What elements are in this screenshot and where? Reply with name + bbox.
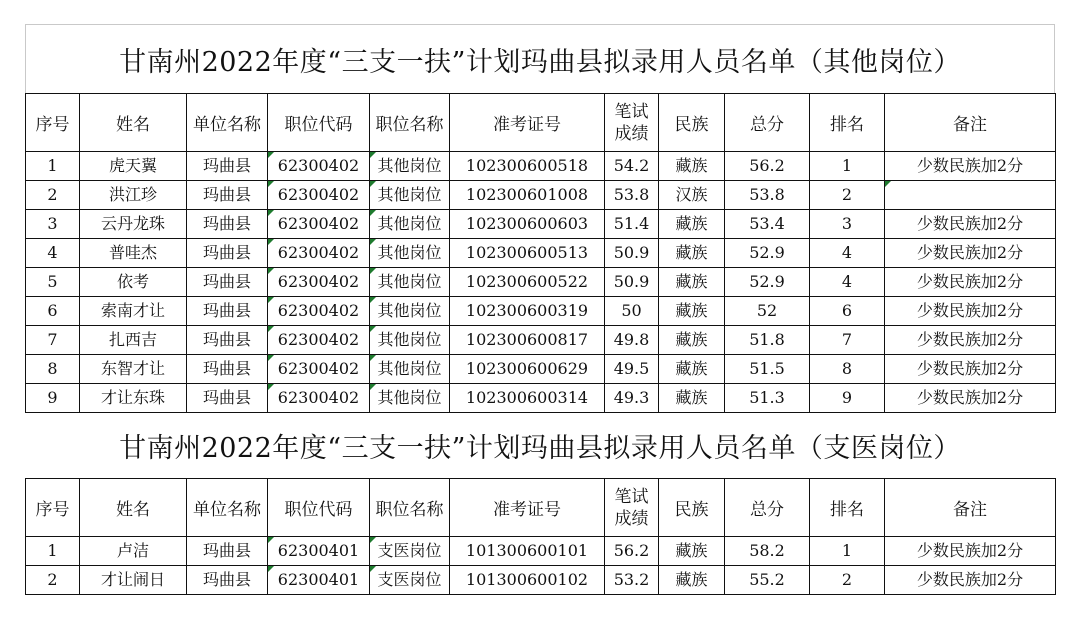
cell-position-code: 62300402	[268, 384, 370, 413]
cell-unit: 玛曲县	[187, 297, 268, 326]
table2-medical-positions	[25, 478, 1056, 595]
cell-seq: 2	[26, 566, 80, 595]
table-row	[26, 297, 1056, 326]
cell-position-code: 62300402	[268, 268, 370, 297]
header-remarks: 备注	[885, 94, 1056, 152]
cell-position-code: 62300402	[268, 355, 370, 384]
cell-ethnicity: 藏族	[659, 152, 725, 181]
cell-written-score: 53.8	[605, 181, 659, 210]
header-seq: 序号	[26, 94, 80, 152]
cell-total-score: 51.3	[725, 384, 810, 413]
cell-position-code: 62300402	[268, 152, 370, 181]
cell-total-score: 52.9	[725, 239, 810, 268]
cell-position-name: 其他岗位	[370, 355, 450, 384]
cell-seq: 9	[26, 384, 80, 413]
cell-ethnicity: 藏族	[659, 355, 725, 384]
cell-exam-id: 102300600314	[450, 384, 605, 413]
header-total-score: 总分	[725, 479, 810, 537]
table-row	[26, 566, 1056, 595]
table1-body	[26, 152, 1056, 413]
cell-position-code: 62300402	[268, 210, 370, 239]
cell-unit: 玛曲县	[187, 566, 268, 595]
cell-rank: 2	[810, 566, 885, 595]
cell-rank: 9	[810, 384, 885, 413]
cell-exam-id: 102300600319	[450, 297, 605, 326]
cell-total-score: 56.2	[725, 152, 810, 181]
cell-name: 索南才让	[80, 297, 187, 326]
cell-name: 扎西吉	[80, 326, 187, 355]
cell-rank: 4	[810, 268, 885, 297]
cell-name: 云丹龙珠	[80, 210, 187, 239]
cell-position-code: 62300402	[268, 297, 370, 326]
cell-exam-id: 102300600629	[450, 355, 605, 384]
cell-position-code: 62300401	[268, 566, 370, 595]
cell-written-score: 53.2	[605, 566, 659, 595]
cell-position-name: 其他岗位	[370, 384, 450, 413]
cell-seq: 1	[26, 537, 80, 566]
table1-header-row	[26, 94, 1056, 152]
header-unit: 单位名称	[187, 94, 268, 152]
cell-ethnicity: 汉族	[659, 181, 725, 210]
header-name: 姓名	[80, 94, 187, 152]
cell-total-score: 52.9	[725, 268, 810, 297]
cell-exam-id: 102300600513	[450, 239, 605, 268]
cell-ethnicity: 藏族	[659, 297, 725, 326]
header-ethnicity: 民族	[659, 479, 725, 537]
cell-total-score: 53.8	[725, 181, 810, 210]
cell-unit: 玛曲县	[187, 326, 268, 355]
table2-title: 甘南州2022年度“三支一扶”计划玛曲县拟录用人员名单（支医岗位）	[119, 433, 961, 464]
table-row	[26, 537, 1056, 566]
cell-seq: 3	[26, 210, 80, 239]
cell-seq: 8	[26, 355, 80, 384]
cell-ethnicity: 藏族	[659, 384, 725, 413]
table-row	[26, 181, 1056, 210]
cell-name: 普哇杰	[80, 239, 187, 268]
cell-rank: 1	[810, 537, 885, 566]
cell-unit: 玛曲县	[187, 355, 268, 384]
cell-unit: 玛曲县	[187, 181, 268, 210]
cell-remarks: 少数民族加2分	[885, 566, 1056, 595]
cell-position-name: 其他岗位	[370, 268, 450, 297]
cell-name: 东智才让	[80, 355, 187, 384]
cell-remarks: 少数民族加2分	[885, 297, 1056, 326]
cell-name: 才让闹日	[80, 566, 187, 595]
header-position-name: 职位名称	[370, 479, 450, 537]
cell-exam-id: 102300600817	[450, 326, 605, 355]
cell-rank: 3	[810, 210, 885, 239]
cell-position-name: 其他岗位	[370, 210, 450, 239]
cell-name: 才让东珠	[80, 384, 187, 413]
header-position-code: 职位代码	[268, 94, 370, 152]
cell-seq: 7	[26, 326, 80, 355]
header-written-score: 笔试 成绩	[605, 94, 659, 152]
cell-total-score: 51.8	[725, 326, 810, 355]
cell-position-name: 支医岗位	[370, 537, 450, 566]
cell-ethnicity: 藏族	[659, 326, 725, 355]
cell-written-score: 56.2	[605, 537, 659, 566]
cell-exam-id: 102300601008	[450, 181, 605, 210]
cell-position-code: 62300401	[268, 537, 370, 566]
cell-remarks: 少数民族加2分	[885, 239, 1056, 268]
header-rank: 排名	[810, 94, 885, 152]
cell-position-name: 其他岗位	[370, 326, 450, 355]
header-remarks: 备注	[885, 479, 1056, 537]
cell-name: 依考	[80, 268, 187, 297]
roster-sheet	[25, 24, 1055, 595]
cell-seq: 2	[26, 181, 80, 210]
cell-unit: 玛曲县	[187, 210, 268, 239]
cell-rank: 8	[810, 355, 885, 384]
cell-unit: 玛曲县	[187, 239, 268, 268]
table-row	[26, 384, 1056, 413]
cell-position-name: 其他岗位	[370, 181, 450, 210]
cell-exam-id: 101300600101	[450, 537, 605, 566]
header-ethnicity: 民族	[659, 94, 725, 152]
cell-exam-id: 102300600522	[450, 268, 605, 297]
cell-ethnicity: 藏族	[659, 537, 725, 566]
cell-total-score: 58.2	[725, 537, 810, 566]
cell-exam-id: 102300600518	[450, 152, 605, 181]
table2-header	[26, 479, 1056, 537]
header-rank: 排名	[810, 479, 885, 537]
cell-name: 虎天翼	[80, 152, 187, 181]
cell-position-name: 其他岗位	[370, 152, 450, 181]
table2-body	[26, 537, 1056, 595]
cell-total-score: 51.5	[725, 355, 810, 384]
cell-ethnicity: 藏族	[659, 210, 725, 239]
cell-remarks: 少数民族加2分	[885, 152, 1056, 181]
cell-position-name: 其他岗位	[370, 297, 450, 326]
cell-position-code: 62300402	[268, 239, 370, 268]
header-name: 姓名	[80, 479, 187, 537]
cell-remarks: 少数民族加2分	[885, 210, 1056, 239]
header-unit: 单位名称	[187, 479, 268, 537]
cell-rank: 7	[810, 326, 885, 355]
table-row	[26, 152, 1056, 181]
cell-written-score: 51.4	[605, 210, 659, 239]
cell-rank: 4	[810, 239, 885, 268]
cell-total-score: 53.4	[725, 210, 810, 239]
cell-seq: 1	[26, 152, 80, 181]
cell-position-name: 支医岗位	[370, 566, 450, 595]
cell-total-score: 52	[725, 297, 810, 326]
table2-header-row	[26, 479, 1056, 537]
cell-seq: 6	[26, 297, 80, 326]
table-row	[26, 355, 1056, 384]
cell-remarks: 少数民族加2分	[885, 537, 1056, 566]
cell-ethnicity: 藏族	[659, 268, 725, 297]
table1-header	[26, 94, 1056, 152]
cell-written-score: 49.3	[605, 384, 659, 413]
cell-exam-id: 102300600603	[450, 210, 605, 239]
cell-remarks: 少数民族加2分	[885, 355, 1056, 384]
cell-written-score: 50.9	[605, 239, 659, 268]
header-written-score: 笔试 成绩	[605, 479, 659, 537]
header-position-code: 职位代码	[268, 479, 370, 537]
table-row	[26, 239, 1056, 268]
cell-ethnicity: 藏族	[659, 566, 725, 595]
cell-name: 卢洁	[80, 537, 187, 566]
cell-exam-id: 101300600102	[450, 566, 605, 595]
cell-ethnicity: 藏族	[659, 239, 725, 268]
cell-written-score: 49.5	[605, 355, 659, 384]
cell-written-score: 49.8	[605, 326, 659, 355]
cell-position-code: 62300402	[268, 181, 370, 210]
cell-written-score: 50.9	[605, 268, 659, 297]
header-total-score: 总分	[725, 94, 810, 152]
cell-unit: 玛曲县	[187, 537, 268, 566]
header-exam-id: 准考证号	[450, 479, 605, 537]
cell-seq: 5	[26, 268, 80, 297]
cell-unit: 玛曲县	[187, 268, 268, 297]
cell-rank: 2	[810, 181, 885, 210]
cell-remarks: 少数民族加2分	[885, 268, 1056, 297]
cell-written-score: 54.2	[605, 152, 659, 181]
cell-remarks: 少数民族加2分	[885, 384, 1056, 413]
cell-position-code: 62300402	[268, 326, 370, 355]
cell-written-score: 50	[605, 297, 659, 326]
header-position-name: 职位名称	[370, 94, 450, 152]
table1-title: 甘南州2022年度“三支一扶”计划玛曲县拟录用人员名单（其他岗位）	[25, 24, 1055, 93]
table1-other-positions	[25, 93, 1056, 413]
cell-seq: 4	[26, 239, 80, 268]
header-seq: 序号	[26, 479, 80, 537]
cell-total-score: 55.2	[725, 566, 810, 595]
cell-rank: 6	[810, 297, 885, 326]
header-exam-id: 准考证号	[450, 94, 605, 152]
cell-rank: 1	[810, 152, 885, 181]
cell-name: 洪江珍	[80, 181, 187, 210]
table-row	[26, 210, 1056, 239]
table-row	[26, 268, 1056, 297]
cell-position-name: 其他岗位	[370, 239, 450, 268]
cell-remarks	[885, 181, 1056, 210]
cell-unit: 玛曲县	[187, 152, 268, 181]
cell-unit: 玛曲县	[187, 384, 268, 413]
table-row	[26, 326, 1056, 355]
cell-remarks: 少数民族加2分	[885, 326, 1056, 355]
